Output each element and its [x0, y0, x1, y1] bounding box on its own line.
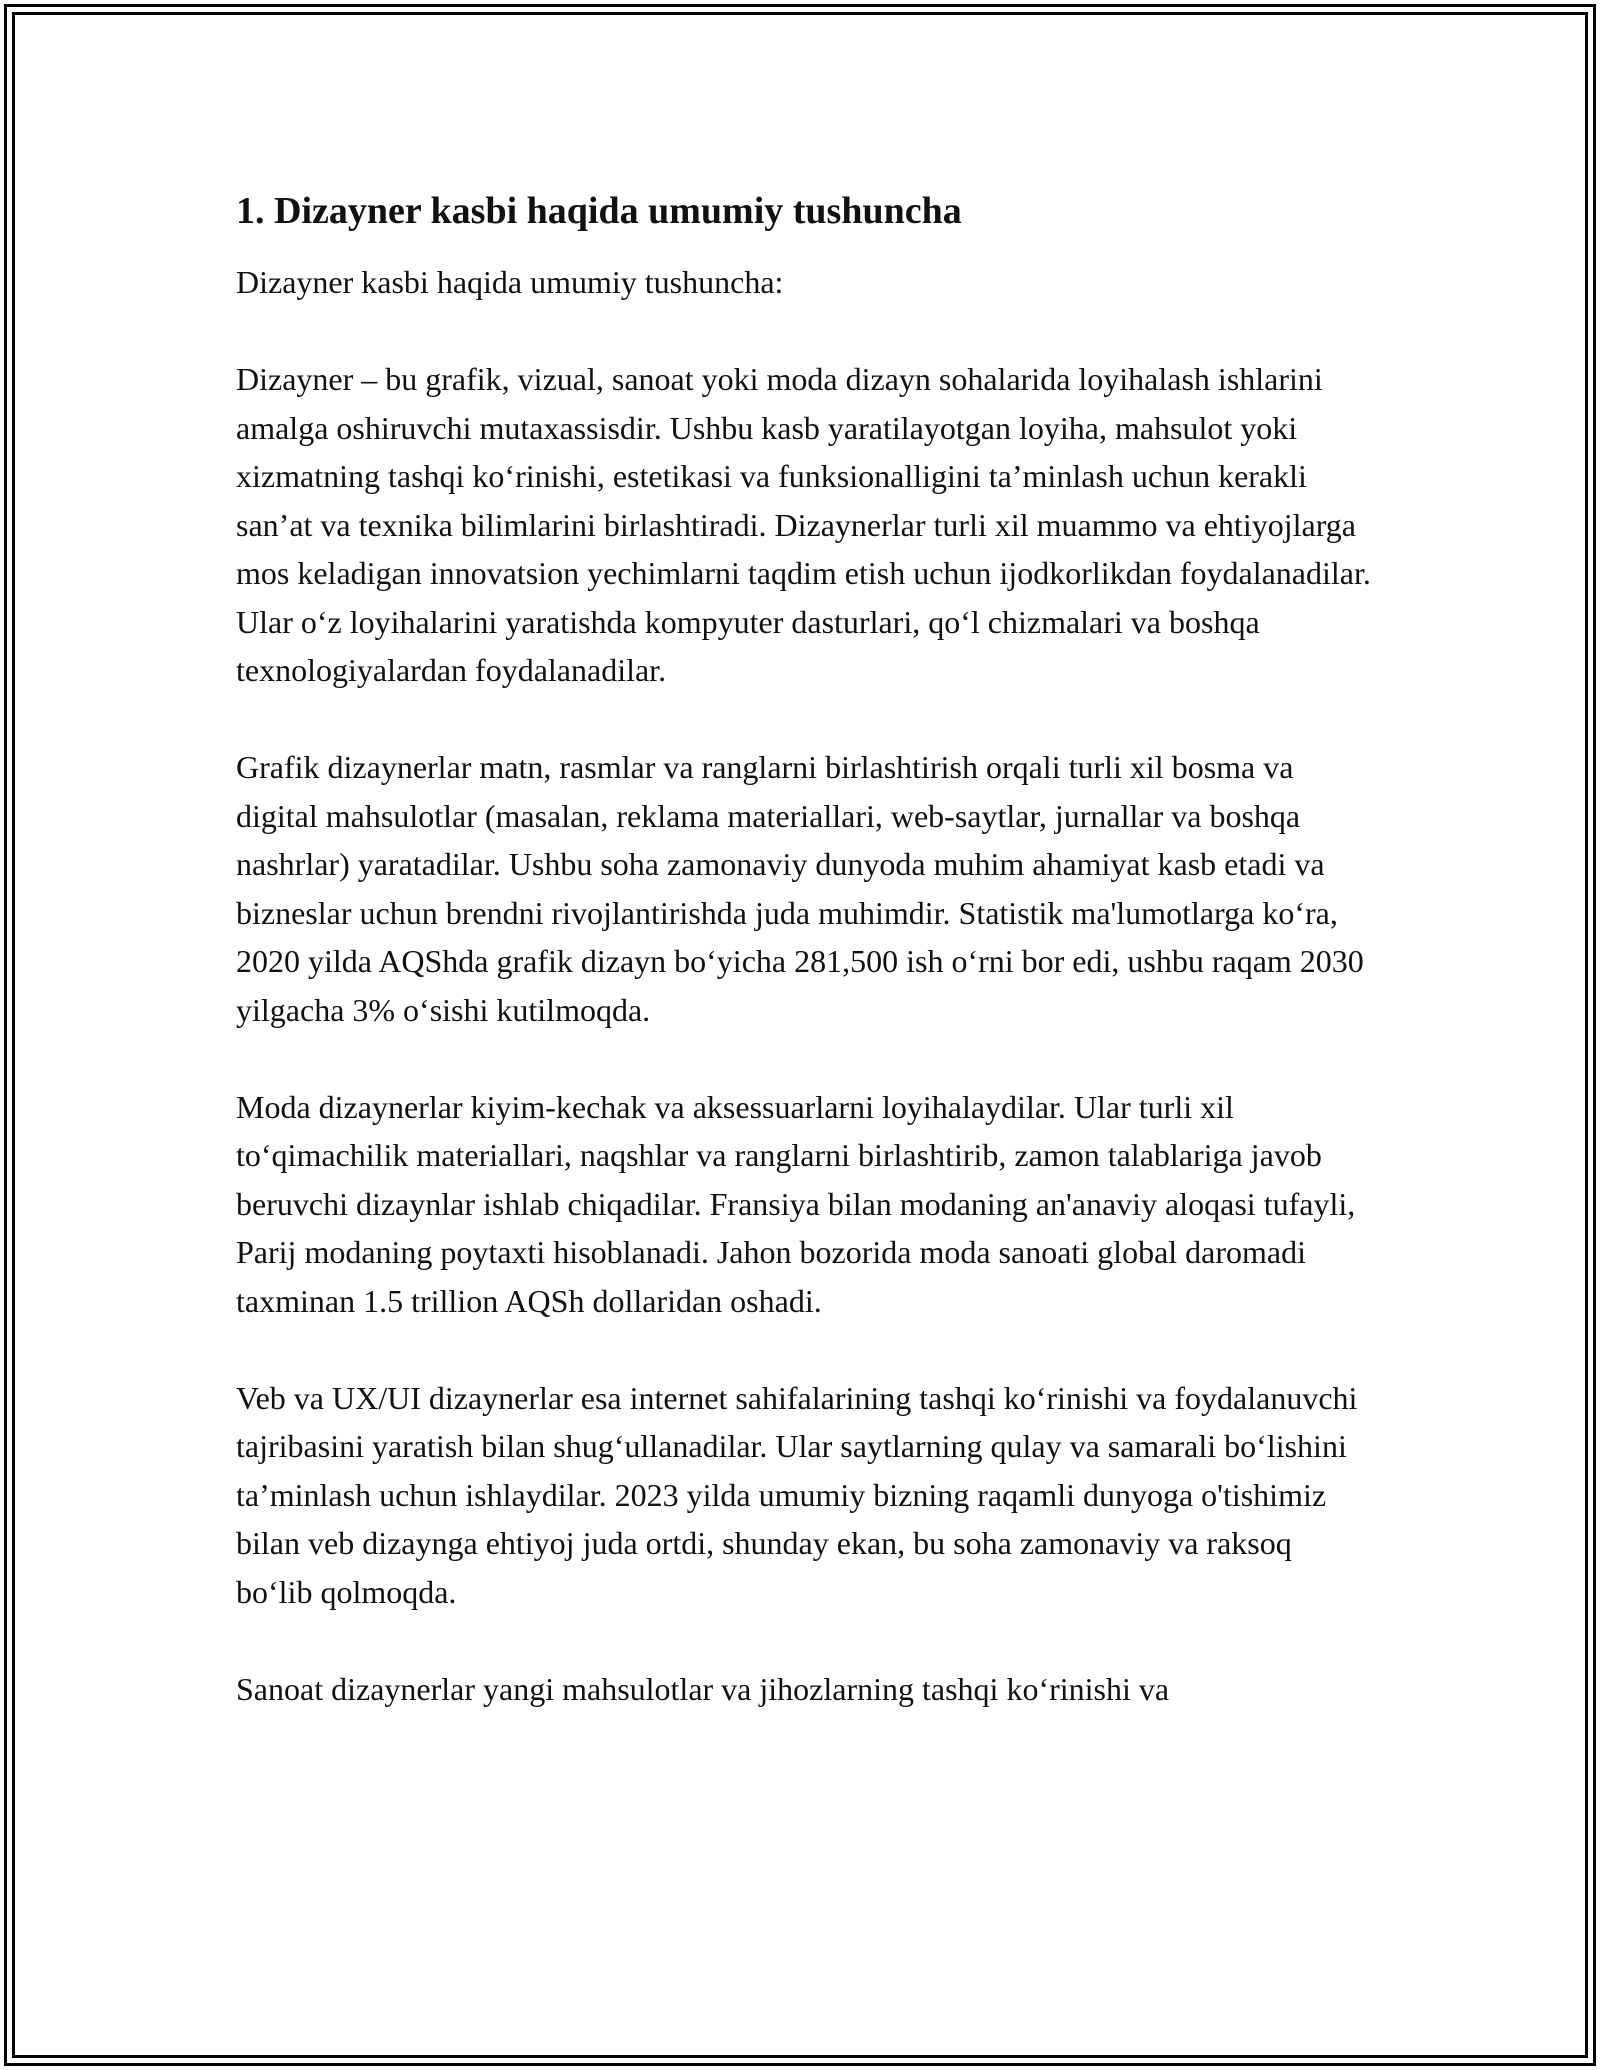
paragraph-web-ux-ui-designers: Veb va UX/UI dizaynerlar esa internet sahifalarining tashqi koʻrinishi va foydalanuvchi tajribasini yaratish bilan shugʻullanadilar. Ular saytlarning qulay va samarali boʻlishini taʼminlash uchun ishlaydilar. 2023 yilda umumiy bizning raqamli dunyoga o'tishimiz bilan veb dizaynga ehtiyoj juda ortdi, shunday ekan, bu soha zamonaviy va raksoq boʻlib qolmoqda.: [236, 1379, 1358, 1610]
paragraph-designer-definition: Dizayner – bu grafik, vizual, sanoat yoki moda dizayn sohalarida loyihalash ishlarini amalga oshiruvchi mutaxassisdir. Ushbu kasb yaratilayotgan loyiha, mahsulot yoki xizmatning tashqi koʻrinishi, estetikasi va funksionalligini taʼminlash uchun kerakli sanʼat va texnika bilimlarini birlashtiradi. Dizaynerlar turli xil muammo va ehtiyojlarga mos keladigan innovatsion yechimlarni taqdim etish uchun ijodkorlikdan foydalanadilar. Ular oʻz loyihalarini yaratishda kompyuter dasturlari, qoʻl chizmalari va boshqa texnologiyalardan foydalanadilar.: [236, 361, 1371, 688]
paragraph-graphic-designers: Grafik dizaynerlar matn, rasmlar va ranglarni birlashtirish orqali turli xil bosma va digital mahsulotlar (masalan, reklama materiallari, web-saytlar, jurnallar va boshqa nashrlar) yaratadilar. Ushbu soha zamonaviy dunyoda muhim ahamiyat kasb etadi va bizneslar uchun brendni rivojlantirishda juda muhimdir. Statistik ma'lumotlarga koʻra, 2020 yilda AQShda grafik dizayn boʻyicha 281,500 ish oʻrni bor edi, ushbu raqam 2030 yilgacha 3% oʻsishi kutilmoqda.: [236, 749, 1364, 1028]
paragraph-intro: Dizayner kasbi haqida umumiy tushuncha:: [236, 264, 784, 300]
paragraph-fashion-designers: Moda dizaynerlar kiyim-kechak va aksessuarlarni loyihalaydilar. Ular turli xil toʻqimachilik materiallari, naqshlar va ranglarni birlashtirib, zamon talablariga javob beruvchi dizaynlar ishlab chiqadilar. Fransiya bilan modaning an'anaviy aloqasi tufayli, Parij modaning poytaxti hisoblanadi. Jahon bozorida moda sanoati global daromadi taxminan 1.5 trillion AQSh dollaridan oshadi.: [236, 1088, 1356, 1319]
section-title: 1. Dizayner kasbi haqida umumiy tushuncha: [236, 190, 962, 232]
document-body: [236, 186, 1376, 1762]
paragraph-industrial-designers: Sanoat dizaynerlar yangi mahsulotlar va jihozlarning tashqi koʻrinishi va: [236, 1670, 1170, 1707]
